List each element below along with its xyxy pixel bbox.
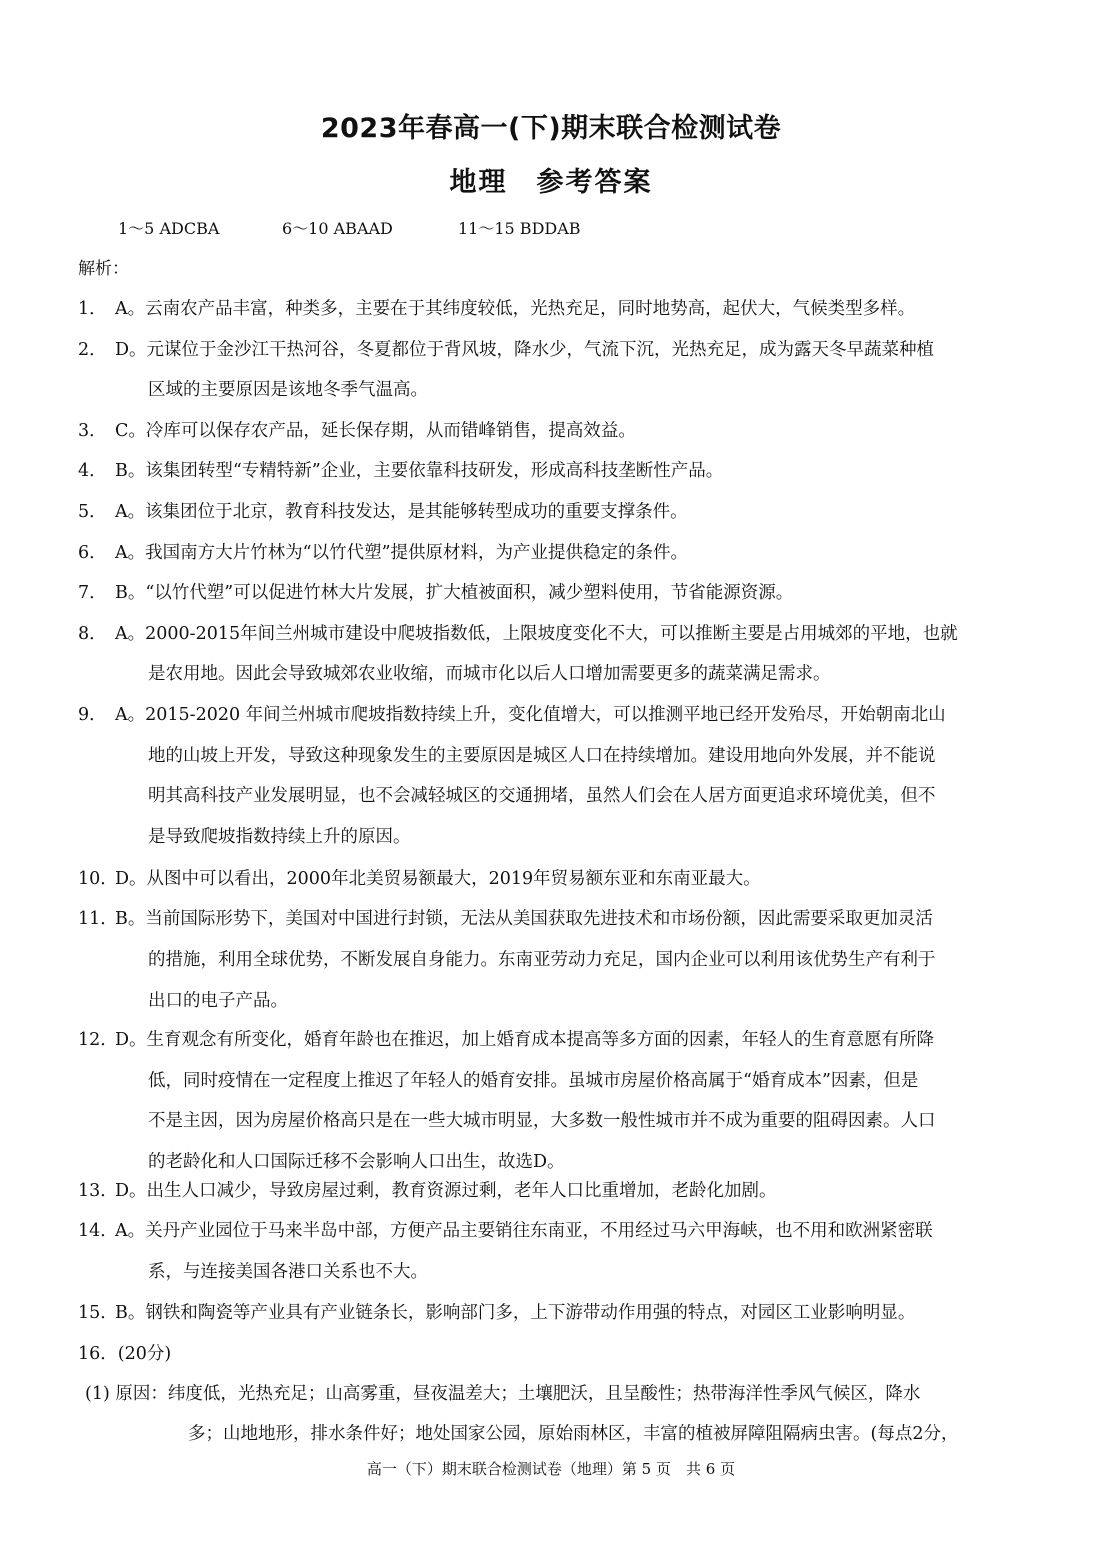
answer-explanation: A。2015-2020 年间兰州城市爬坡指数持续上升，变化值增大，可以推测平地已经开发殆尽，开始朝南北山 [115, 705, 946, 725]
analysis-label: 解析： [78, 259, 129, 279]
question-number: 4． [78, 461, 107, 481]
answer-explanation: D。出生人口减少，导致房屋过剩，教育资源过剩，老年人口比重增加，老龄化加剧。 [115, 1181, 777, 1201]
answer-explanation: D。从图中可以看出，2000年北美贸易额最大，2019年贸易额东亚和东南亚最大。 [115, 869, 761, 889]
answer-explanation-continued: 区域的主要原因是该地冬季气温高。 [148, 380, 428, 400]
question-number: 2． [78, 340, 107, 360]
answer-explanation-continued: 低，同时疫情在一定程度上推迟了年轻人的婚育安排。虽城市房屋价格高属于“婚育成本”因素，但是 [148, 1071, 919, 1091]
question-16-part1: (1) 原因：纬度低，光热充足；山高雾重，昼夜温差大；土壤肥沃，且呈酸性；热带海洋性季风气候区，降水 [85, 1384, 921, 1404]
question-number: 12． [78, 1030, 118, 1050]
question-number: 13． [78, 1181, 118, 1201]
question-number: 14． [78, 1221, 118, 1241]
answer-explanation: B。“以竹代塑”可以促进竹林大片发展，扩大植被面积，减少塑料使用，节省能源资源。 [115, 583, 794, 603]
question-16-heading: 16．(20分) [78, 1344, 172, 1364]
answer-explanation: A。云南农产品丰富，种类多，主要在于其纬度较低，光热充足，同时地势高，起伏大，气候类型多样。 [115, 299, 916, 319]
answer-explanation: D。元谋位于金沙江干热河谷，冬夏都位于背风坡，降水少，气流下沉，光热充足，成为露天冬早蔬菜种植 [115, 340, 935, 360]
answer-explanation-continued: 明其高科技产业发展明显，也不会减轻城区的交通拥堵，虽然人们会在人居方面更追求环境优美，但不 [148, 786, 936, 806]
answer-explanation: B。钢铁和陶瓷等产业具有产业链条长，影响部门多，上下游带动作用强的特点，对园区工业影响明显。 [115, 1303, 916, 1323]
answer-explanation: A。该集团位于北京，教育科技发达，是其能够转型成功的重要支撑条件。 [115, 502, 688, 522]
question-number: 3． [78, 421, 107, 441]
answer-explanation: A。2000-2015年间兰州城市建设中爬坡指数低，上限坡度变化不大，可以推断主要是占用城郊的平地，也就 [115, 624, 958, 644]
question-number: 9． [78, 705, 107, 725]
answer-key-group: 1～5 ADCBA [118, 219, 220, 238]
page-footer: 高一（下）期末联合检测试卷（地理）第 5 页 共 6 页 [366, 1460, 736, 1478]
answer-key-group: 11～15 BDDAB [458, 219, 581, 238]
question-number: 10． [78, 869, 118, 889]
answer-explanation-continued: 出口的电子产品。 [148, 991, 288, 1011]
question-number: 15． [78, 1303, 118, 1323]
answer-explanation: A。关丹产业园位于马来半岛中部，方便产品主要销往东南亚，不用经过马六甲海峡，也不用和欧洲紧密联 [115, 1221, 933, 1241]
question-number: 1． [78, 299, 107, 319]
answer-explanation: B。该集团转型“专精特新”企业，主要依靠科技研发，形成高科技垄断性产品。 [115, 461, 724, 481]
question-number: 7． [78, 583, 107, 603]
answer-explanation-continued: 是导致爬坡指数持续上升的原因。 [148, 827, 411, 847]
question-number: 6． [78, 543, 107, 563]
answer-explanation-continued: 地的山坡上开发，导致这种现象发生的主要原因是城区人口在持续增加。建设用地向外发展，并不能说 [148, 746, 936, 766]
answer-explanation: D。生育观念有所变化，婚育年龄也在推迟，加上婚育成本提高等多方面的因素，年轻人的生育意愿有所降 [115, 1030, 935, 1050]
answer-explanation-continued: 的老龄化和人口国际迁移不会影响人口出生，故选D。 [148, 1152, 565, 1172]
answer-explanation-continued: 的措施，利用全球优势，不断发展自身能力。东南亚劳动力充足，国内企业可以利用该优势生产有利于 [148, 950, 936, 970]
question-number: 8． [78, 624, 107, 644]
question-16-part1-continued: 多；山地地形，排水条件好；地处国家公园，原始雨林区，丰富的植被屏障阻隔病虫害。(每点2分， [188, 1424, 959, 1444]
question-number: 5． [78, 502, 107, 522]
page-subtitle: 地理 参考答案 [449, 167, 653, 198]
answer-explanation: B。当前国际形势下，美国对中国进行封锁，无法从美国获取先进技术和市场份额，因此需要采取更加灵活 [115, 909, 933, 929]
answer-explanation: C。冷库可以保存农产品，延长保存期，从而错峰销售，提高效益。 [115, 421, 636, 441]
question-number: 11． [78, 909, 118, 929]
answer-explanation: A。我国南方大片竹林为“以竹代塑”提供原材料，为产业提供稳定的条件。 [115, 543, 689, 563]
page-title: 2023年春高一(下)期末联合检测试卷 [320, 113, 782, 144]
answer-explanation-continued: 是农用地。因此会导致城郊农业收缩，而城市化以后人口增加需要更多的蔬菜满足需求。 [148, 664, 831, 684]
answer-explanation-continued: 不是主因，因为房屋价格高只是在一些大城市明显，大多数一般性城市并不成为重要的阻碍因素。人口 [148, 1111, 936, 1131]
answer-explanation-continued: 系，与连接美国各港口关系也不大。 [148, 1262, 428, 1282]
answer-key-group: 6～10 ABAAD [282, 219, 393, 238]
